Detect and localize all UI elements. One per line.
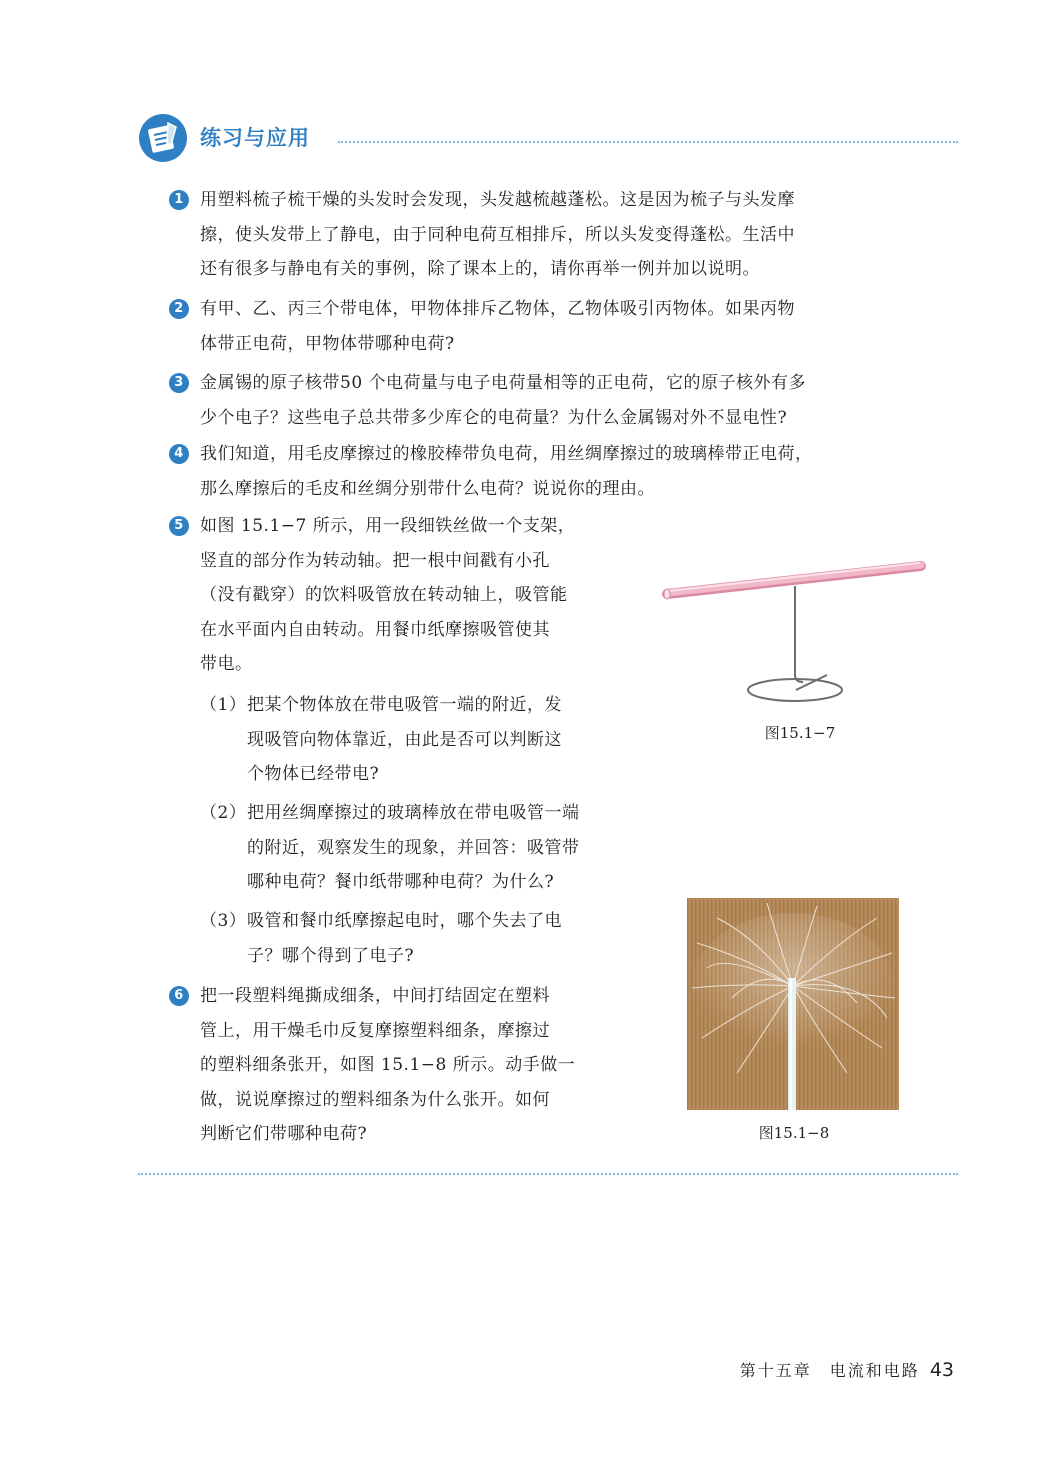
section-title: 练习与应用 [200, 126, 310, 150]
question-number: 1 [169, 190, 189, 210]
question-line: 管上，用干燥毛巾反复摩擦塑料细条，摩擦过 [200, 1020, 550, 1041]
subquestion-line: 的附近，观察发生的现象，并回答：吸管带 [247, 837, 580, 858]
subquestion-line: 吸管和餐巾纸摩擦起电时，哪个失去了电 [247, 911, 562, 931]
question-line: 少个电子？这些电子总共带多少库仑的电荷量？为什么金属锡对外不显电性? [200, 407, 788, 428]
subquestion-label: （2） [200, 803, 247, 823]
subquestion-line: 把用丝绸摩擦过的玻璃棒放在带电吸管一端 [247, 803, 580, 823]
question-line: 还有很多与静电有关的事例，除了课本上的，请你再举一例并加以说明。 [200, 259, 760, 279]
question-line: 在水平面内自由转动。用餐巾纸摩擦吸管使其 [200, 619, 550, 640]
question-2 [174, 292, 940, 361]
question-5 [174, 509, 640, 682]
question-line: 判断它们带哪种电荷? [200, 1124, 368, 1144]
page-footer [740, 1358, 954, 1381]
question-line: 体带正电荷，甲物体带哪种电荷? [200, 333, 455, 354]
question-line: 做，说说摩擦过的塑料细条为什么张开。如何 [200, 1089, 550, 1110]
question-6 [174, 979, 640, 1152]
question-line: 那么摩擦后的毛皮和丝绸分别带什么电荷？说说你的理由。 [200, 478, 655, 499]
question-line: 用塑料梳子梳干燥的头发时会发现，头发越梳越蓬松。这是因为梳子与头发摩 [200, 190, 795, 210]
subquestion-line: 子？哪个得到了电子? [247, 945, 415, 966]
question-line: 金属锡的原子核带50 个电荷量与电子电荷量相等的正电荷，它的原子核外有多 [200, 373, 807, 393]
question-line: （没有戳穿）的饮料吸管放在转动轴上，吸管能 [200, 585, 568, 605]
subquestion-line: 现吸管向物体靠近，由此是否可以判断这 [247, 729, 562, 750]
question-number: 4 [169, 444, 189, 464]
question-line: 的塑料细条张开，如图 15.1−8 所示。动手做一 [200, 1055, 576, 1075]
figure-caption: 图15.1−7 [764, 724, 836, 742]
question-number: 6 [169, 986, 189, 1006]
header-divider [338, 141, 958, 143]
question-3 [174, 366, 940, 435]
subquestion-label: （1） [200, 695, 247, 715]
question-line: 我们知道，用毛皮摩擦过的橡胶棒带负电荷，用丝绸摩擦过的玻璃棒带正电荷， [200, 444, 813, 464]
question-4 [174, 437, 940, 506]
question-line: 竖直的部分作为转动轴。把一根中间戳有小孔 [200, 550, 550, 571]
footer-divider [138, 1173, 958, 1175]
question-number: 2 [169, 299, 189, 319]
straw-stand-figure [655, 550, 935, 720]
question-number: 5 [169, 516, 189, 536]
chapter-title: 第十五章 电流和电路 [739, 1361, 920, 1380]
page-number: 43 [929, 1359, 954, 1381]
section-header [138, 113, 958, 165]
question-1 [174, 183, 940, 287]
figure-caption: 图15.1−8 [758, 1124, 830, 1142]
question-line: 带电。 [200, 654, 253, 674]
question-line: 擦，使头发带上了静电，由于同种电荷互相排斥，所以头发变得蓬松。生活中 [200, 224, 795, 245]
question-number: 3 [169, 373, 189, 393]
plastic-strips-photo [687, 898, 899, 1110]
exercise-book-icon [138, 113, 188, 163]
question-line: 有甲、乙、丙三个带电体，甲物体排斥乙物体，乙物体吸引丙物体。如果丙物 [200, 299, 795, 319]
subquestion-line: 把某个物体放在带电吸管一端的附近，发 [247, 695, 562, 715]
subquestion-line: 哪种电荷？餐巾纸带哪种电荷？为什么? [247, 872, 555, 892]
question-line: 如图 15.1−7 所示，用一段细铁丝做一个支架， [200, 516, 576, 536]
subquestion-label: （3） [200, 911, 247, 931]
subquestion-line: 个物体已经带电? [247, 764, 380, 784]
question-line: 把一段塑料绳撕成细条，中间打结固定在塑料 [200, 986, 550, 1006]
